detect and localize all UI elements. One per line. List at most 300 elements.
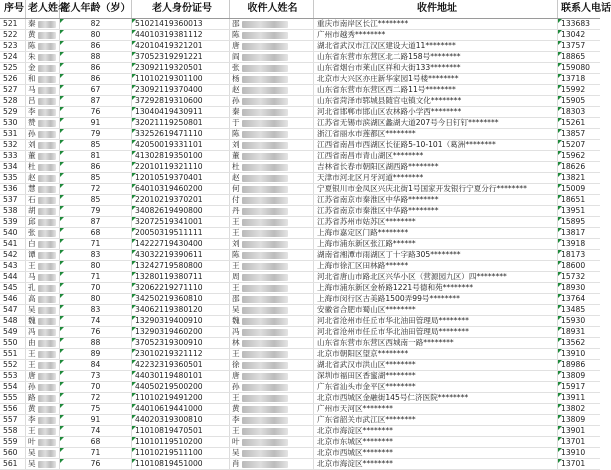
cell-address[interactable] [314,41,558,51]
table-row[interactable] [0,162,600,173]
cell-name[interactable] [26,206,60,216]
cell-address[interactable] [314,74,558,84]
cell-phone[interactable] [558,19,600,29]
cell-address[interactable] [314,305,558,315]
cell-age[interactable] [60,283,132,293]
header-name[interactable]: 老人姓名 [26,0,60,18]
cell-phone[interactable] [558,272,600,282]
cell-recipient[interactable] [230,404,314,414]
cell-age[interactable] [60,250,132,260]
cell-seq[interactable] [0,140,26,150]
cell-seq[interactable] [0,228,26,238]
cell-name[interactable] [26,19,60,29]
cell-phone[interactable] [558,283,600,293]
cell-id[interactable] [132,41,230,51]
cell-seq[interactable] [0,239,26,249]
cell-name[interactable] [26,316,60,326]
cell-id[interactable] [132,74,230,84]
cell-address[interactable] [314,151,558,161]
table-row[interactable] [0,437,600,448]
cell-seq[interactable] [0,415,26,425]
cell-recipient[interactable] [230,305,314,315]
table-row[interactable] [0,404,600,415]
cell-name[interactable] [26,41,60,51]
cell-seq[interactable] [0,184,26,194]
cell-age[interactable] [60,129,132,139]
table-row[interactable] [0,382,600,393]
cell-phone[interactable] [558,393,600,403]
cell-address[interactable] [314,382,558,392]
cell-phone[interactable] [558,250,600,260]
cell-id[interactable] [132,360,230,370]
table-row[interactable] [0,151,600,162]
header-recipient[interactable]: 收件人姓名 [230,0,314,18]
table-row[interactable] [0,272,600,283]
cell-id[interactable] [132,382,230,392]
cell-name[interactable] [26,294,60,304]
cell-id[interactable] [132,459,230,469]
table-row[interactable] [0,459,600,470]
cell-age[interactable] [60,85,132,95]
cell-address[interactable] [314,228,558,238]
cell-id[interactable] [132,371,230,381]
table-row[interactable] [0,228,600,239]
cell-name[interactable] [26,371,60,381]
cell-name[interactable] [26,404,60,414]
cell-recipient[interactable] [230,217,314,227]
cell-age[interactable] [60,228,132,238]
table-row[interactable] [0,239,600,250]
cell-id[interactable] [132,393,230,403]
cell-phone[interactable] [558,206,600,216]
cell-recipient[interactable] [230,382,314,392]
cell-address[interactable] [314,107,558,117]
cell-age[interactable] [60,96,132,106]
cell-seq[interactable] [0,448,26,458]
cell-address[interactable] [314,19,558,29]
cell-address[interactable] [314,327,558,337]
cell-recipient[interactable] [230,371,314,381]
cell-recipient[interactable] [230,228,314,238]
cell-age[interactable] [60,30,132,40]
table-row[interactable] [0,118,600,129]
cell-seq[interactable] [0,74,26,84]
cell-age[interactable] [60,294,132,304]
cell-id[interactable] [132,184,230,194]
cell-address[interactable] [314,437,558,447]
cell-id[interactable] [132,217,230,227]
cell-seq[interactable] [0,371,26,381]
cell-name[interactable] [26,448,60,458]
cell-age[interactable] [60,459,132,469]
cell-recipient[interactable] [230,393,314,403]
cell-recipient[interactable] [230,459,314,469]
cell-recipient[interactable] [230,85,314,95]
cell-phone[interactable] [558,371,600,381]
cell-name[interactable] [26,349,60,359]
table-row[interactable] [0,19,600,30]
cell-address[interactable] [314,173,558,183]
table-row[interactable] [0,349,600,360]
table-row[interactable] [0,448,600,459]
cell-seq[interactable] [0,261,26,271]
cell-name[interactable] [26,426,60,436]
cell-address[interactable] [314,206,558,216]
cell-recipient[interactable] [230,272,314,282]
cell-phone[interactable] [558,52,600,62]
cell-name[interactable] [26,118,60,128]
cell-id[interactable] [132,228,230,238]
cell-recipient[interactable] [230,283,314,293]
cell-phone[interactable] [558,261,600,271]
cell-id[interactable] [132,118,230,128]
cell-recipient[interactable] [230,195,314,205]
cell-id[interactable] [132,19,230,29]
cell-name[interactable] [26,382,60,392]
cell-age[interactable] [60,426,132,436]
cell-address[interactable] [314,30,558,40]
cell-name[interactable] [26,162,60,172]
cell-recipient[interactable] [230,338,314,348]
cell-age[interactable] [60,393,132,403]
cell-phone[interactable] [558,118,600,128]
cell-id[interactable] [132,426,230,436]
cell-seq[interactable] [0,206,26,216]
table-row[interactable] [0,426,600,437]
table-row[interactable] [0,63,600,74]
cell-seq[interactable] [0,107,26,117]
cell-phone[interactable] [558,162,600,172]
cell-age[interactable] [60,415,132,425]
table-row[interactable] [0,129,600,140]
cell-id[interactable] [132,85,230,95]
cell-address[interactable] [314,371,558,381]
cell-address[interactable] [314,261,558,271]
cell-recipient[interactable] [230,360,314,370]
cell-address[interactable] [314,184,558,194]
cell-name[interactable] [26,52,60,62]
cell-id[interactable] [132,239,230,249]
cell-phone[interactable] [558,184,600,194]
table-row[interactable] [0,85,600,96]
cell-age[interactable] [60,448,132,458]
cell-recipient[interactable] [230,294,314,304]
cell-recipient[interactable] [230,415,314,425]
cell-name[interactable] [26,272,60,282]
cell-phone[interactable] [558,41,600,51]
cell-recipient[interactable] [230,327,314,337]
header-id[interactable]: 老人身份证号 [132,0,230,18]
cell-phone[interactable] [558,382,600,392]
cell-recipient[interactable] [230,162,314,172]
cell-address[interactable] [314,85,558,95]
cell-age[interactable] [60,173,132,183]
cell-address[interactable] [314,459,558,469]
cell-address[interactable] [314,129,558,139]
cell-seq[interactable] [0,437,26,447]
cell-age[interactable] [60,404,132,414]
cell-age[interactable] [60,217,132,227]
cell-address[interactable] [314,195,558,205]
cell-phone[interactable] [558,360,600,370]
cell-phone[interactable] [558,151,600,161]
table-row[interactable] [0,52,600,63]
cell-seq[interactable] [0,96,26,106]
table-row[interactable] [0,206,600,217]
cell-seq[interactable] [0,327,26,337]
cell-seq[interactable] [0,272,26,282]
cell-address[interactable] [314,360,558,370]
cell-name[interactable] [26,184,60,194]
cell-seq[interactable] [0,217,26,227]
cell-name[interactable] [26,85,60,95]
cell-name[interactable] [26,217,60,227]
cell-name[interactable] [26,151,60,161]
table-row[interactable] [0,140,600,151]
cell-address[interactable] [314,393,558,403]
cell-recipient[interactable] [230,96,314,106]
cell-name[interactable] [26,437,60,447]
cell-recipient[interactable] [230,448,314,458]
table-row[interactable] [0,283,600,294]
cell-name[interactable] [26,261,60,271]
cell-address[interactable] [314,118,558,128]
cell-phone[interactable] [558,30,600,40]
cell-address[interactable] [314,239,558,249]
cell-recipient[interactable] [230,250,314,260]
cell-seq[interactable] [0,283,26,293]
cell-address[interactable] [314,283,558,293]
cell-phone[interactable] [558,173,600,183]
cell-age[interactable] [60,107,132,117]
cell-name[interactable] [26,239,60,249]
cell-age[interactable] [60,261,132,271]
cell-age[interactable] [60,305,132,315]
cell-id[interactable] [132,162,230,172]
cell-seq[interactable] [0,118,26,128]
cell-seq[interactable] [0,173,26,183]
cell-id[interactable] [132,415,230,425]
cell-address[interactable] [314,162,558,172]
table-row[interactable] [0,338,600,349]
table-row[interactable] [0,305,600,316]
cell-age[interactable] [60,382,132,392]
table-row[interactable] [0,250,600,261]
cell-recipient[interactable] [230,151,314,161]
cell-id[interactable] [132,283,230,293]
cell-age[interactable] [60,437,132,447]
table-row[interactable] [0,316,600,327]
cell-id[interactable] [132,129,230,139]
cell-id[interactable] [132,261,230,271]
cell-age[interactable] [60,327,132,337]
cell-age[interactable] [60,316,132,326]
cell-name[interactable] [26,30,60,40]
cell-id[interactable] [132,437,230,447]
cell-phone[interactable] [558,228,600,238]
cell-phone[interactable] [558,239,600,249]
cell-phone[interactable] [558,63,600,73]
cell-phone[interactable] [558,437,600,447]
cell-address[interactable] [314,349,558,359]
cell-age[interactable] [60,272,132,282]
cell-id[interactable] [132,151,230,161]
cell-address[interactable] [314,140,558,150]
cell-phone[interactable] [558,349,600,359]
cell-address[interactable] [314,96,558,106]
cell-id[interactable] [132,305,230,315]
table-row[interactable] [0,107,600,118]
cell-recipient[interactable] [230,107,314,117]
cell-phone[interactable] [558,195,600,205]
cell-phone[interactable] [558,294,600,304]
cell-name[interactable] [26,195,60,205]
cell-name[interactable] [26,107,60,117]
cell-age[interactable] [60,74,132,84]
table-row[interactable] [0,41,600,52]
cell-name[interactable] [26,415,60,425]
cell-name[interactable] [26,283,60,293]
header-seq[interactable]: 序号 [0,0,26,18]
table-row[interactable] [0,360,600,371]
cell-address[interactable] [314,448,558,458]
cell-seq[interactable] [0,360,26,370]
cell-name[interactable] [26,327,60,337]
table-row[interactable] [0,294,600,305]
cell-id[interactable] [132,96,230,106]
table-row[interactable] [0,261,600,272]
cell-seq[interactable] [0,129,26,139]
cell-recipient[interactable] [230,118,314,128]
cell-seq[interactable] [0,404,26,414]
cell-id[interactable] [132,30,230,40]
cell-recipient[interactable] [230,206,314,216]
cell-id[interactable] [132,272,230,282]
cell-recipient[interactable] [230,19,314,29]
cell-id[interactable] [132,107,230,117]
cell-phone[interactable] [558,459,600,469]
cell-seq[interactable] [0,459,26,469]
cell-address[interactable] [314,217,558,227]
cell-id[interactable] [132,140,230,150]
cell-address[interactable] [314,316,558,326]
cell-age[interactable] [60,338,132,348]
table-row[interactable] [0,217,600,228]
cell-name[interactable] [26,250,60,260]
cell-id[interactable] [132,316,230,326]
cell-seq[interactable] [0,30,26,40]
cell-id[interactable] [132,195,230,205]
cell-address[interactable] [314,63,558,73]
cell-name[interactable] [26,338,60,348]
cell-address[interactable] [314,294,558,304]
cell-age[interactable] [60,52,132,62]
cell-id[interactable] [132,294,230,304]
cell-address[interactable] [314,426,558,436]
header-address[interactable]: 收件地址 [314,0,558,18]
cell-phone[interactable] [558,74,600,84]
cell-seq[interactable] [0,151,26,161]
cell-id[interactable] [132,250,230,260]
cell-seq[interactable] [0,41,26,51]
cell-phone[interactable] [558,85,600,95]
cell-name[interactable] [26,173,60,183]
cell-phone[interactable] [558,338,600,348]
cell-recipient[interactable] [230,239,314,249]
cell-age[interactable] [60,195,132,205]
cell-age[interactable] [60,184,132,194]
cell-age[interactable] [60,349,132,359]
cell-name[interactable] [26,74,60,84]
cell-name[interactable] [26,96,60,106]
cell-address[interactable] [314,250,558,260]
cell-phone[interactable] [558,107,600,117]
cell-recipient[interactable] [230,349,314,359]
cell-seq[interactable] [0,294,26,304]
cell-name[interactable] [26,360,60,370]
cell-recipient[interactable] [230,261,314,271]
cell-seq[interactable] [0,52,26,62]
cell-id[interactable] [132,349,230,359]
cell-age[interactable] [60,162,132,172]
cell-id[interactable] [132,52,230,62]
cell-seq[interactable] [0,316,26,326]
cell-recipient[interactable] [230,173,314,183]
cell-phone[interactable] [558,448,600,458]
cell-phone[interactable] [558,305,600,315]
cell-recipient[interactable] [230,74,314,84]
table-row[interactable] [0,74,600,85]
cell-id[interactable] [132,404,230,414]
cell-phone[interactable] [558,217,600,227]
cell-phone[interactable] [558,129,600,139]
cell-seq[interactable] [0,162,26,172]
cell-recipient[interactable] [230,52,314,62]
cell-age[interactable] [60,371,132,381]
cell-seq[interactable] [0,349,26,359]
cell-id[interactable] [132,63,230,73]
cell-seq[interactable] [0,338,26,348]
cell-recipient[interactable] [230,129,314,139]
table-row[interactable] [0,173,600,184]
cell-address[interactable] [314,338,558,348]
table-row[interactable] [0,30,600,41]
table-row[interactable] [0,184,600,195]
cell-recipient[interactable] [230,437,314,447]
cell-name[interactable] [26,140,60,150]
table-row[interactable] [0,96,600,107]
cell-recipient[interactable] [230,30,314,40]
cell-phone[interactable] [558,316,600,326]
cell-name[interactable] [26,228,60,238]
table-row[interactable] [0,393,600,404]
cell-name[interactable] [26,129,60,139]
cell-id[interactable] [132,327,230,337]
cell-age[interactable] [60,151,132,161]
cell-phone[interactable] [558,140,600,150]
cell-seq[interactable] [0,19,26,29]
cell-recipient[interactable] [230,140,314,150]
cell-seq[interactable] [0,63,26,73]
cell-address[interactable] [314,52,558,62]
table-row[interactable] [0,371,600,382]
cell-recipient[interactable] [230,41,314,51]
cell-seq[interactable] [0,305,26,315]
cell-seq[interactable] [0,393,26,403]
cell-address[interactable] [314,404,558,414]
cell-phone[interactable] [558,415,600,425]
cell-name[interactable] [26,63,60,73]
